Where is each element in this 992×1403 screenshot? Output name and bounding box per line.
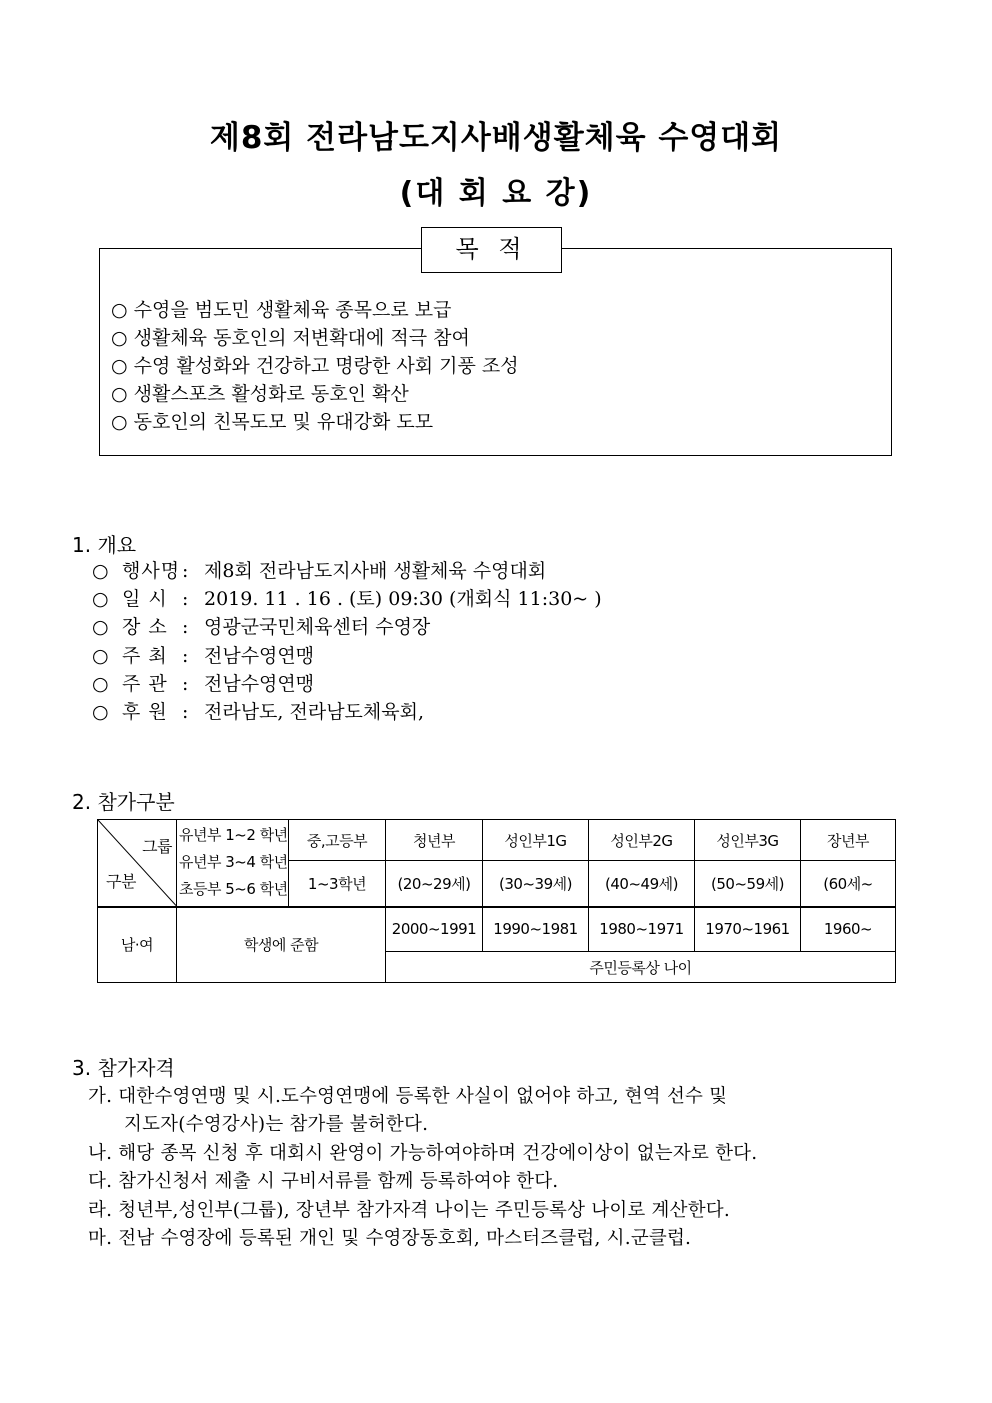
purpose-item: ○ 동호인의 친목도모 및 유대강화 도모	[111, 411, 434, 433]
overview-value: 제8회 전라남도지사배 생활체육 수영대회	[204, 560, 547, 582]
student-rule-cell: 학생에 준함	[177, 907, 386, 983]
overview-label: 후 원	[122, 700, 168, 723]
group-name: 장년부	[801, 820, 896, 861]
bullet-icon: ○	[92, 616, 109, 639]
overview-colon: :	[182, 616, 189, 639]
overview-value: 전남수영연맹	[204, 644, 315, 667]
group-ages: (50~59세)	[695, 861, 801, 907]
page-title: 제8회 전라남도지사배생활체육 수영대회	[209, 120, 783, 156]
grade-line: 초등부 5~6 학년	[179, 880, 288, 899]
grade-cell	[177, 820, 289, 907]
corner-cell	[98, 820, 177, 907]
group-ages: (40~49세)	[589, 861, 695, 907]
group-name: 성인부2G	[589, 820, 695, 861]
purpose-list	[111, 296, 519, 436]
qualification-item: 지도자(수영강사)는 참가를 불허한다.	[124, 1114, 429, 1136]
overview-item	[92, 585, 602, 613]
overview-item	[92, 642, 602, 670]
table-header-row	[98, 820, 896, 861]
gender-cell: 남·여	[98, 907, 177, 983]
purpose-item: ○ 수영 활성화와 건강하고 명랑한 사회 기풍 조성	[111, 355, 519, 377]
bullet-icon: ○	[92, 644, 109, 667]
bullet-icon: ○	[92, 588, 109, 611]
overview-label: 주 관	[122, 672, 168, 695]
participation-heading: 2. 참가구분	[72, 790, 175, 814]
bullet-icon: ○	[92, 560, 109, 582]
group-name: 성인부1G	[483, 820, 589, 861]
purpose-item: ○ 수영을 범도민 생활체육 종목으로 보급	[111, 299, 452, 321]
overview-item	[92, 613, 602, 641]
overview-value: 전라남도, 전라남도체육회,	[204, 700, 425, 723]
birth-years: 1980~1971	[589, 907, 695, 952]
overview-list	[92, 557, 602, 726]
group-ages: (20~29세)	[386, 861, 483, 907]
purpose-item: ○ 생활스포츠 활성화로 동호인 확산	[111, 383, 409, 405]
birth-years: 1970~1961	[695, 907, 801, 952]
qualification-item: 가. 대한수영연맹 및 시.도수영연맹에 등록한 사실이 없어야 하고, 현역 선수 및	[88, 1086, 728, 1107]
overview-label: 행사명	[122, 560, 181, 582]
qualification-heading: 3. 참가자격	[72, 1056, 175, 1080]
age-basis-cell: 주민등록상 나이	[386, 952, 896, 983]
birth-years: 2000~1991	[386, 907, 483, 952]
qualification-list	[88, 1083, 757, 1253]
overview-label: 주 최	[122, 644, 168, 667]
group-name: 청년부	[386, 820, 483, 861]
participation-table	[97, 819, 896, 983]
group-ages: (30~39세)	[483, 861, 589, 907]
overview-item	[92, 698, 602, 726]
purpose-label: 목 적	[421, 227, 562, 273]
group-name: 성인부3G	[695, 820, 801, 861]
bullet-icon: ○	[92, 672, 109, 695]
overview-colon: :	[182, 700, 189, 723]
qualification-item: 라. 청년부,성인부(그룹), 장년부 참가자격 나이는 주민등록상 나이로 계산한다.	[88, 1199, 730, 1221]
group-ages: (60세~	[801, 861, 896, 907]
birth-years: 1960~	[801, 907, 896, 952]
overview-colon: :	[182, 588, 189, 611]
qualification-item: 마. 전남 수영장에 등록된 개인 및 수영장동호회, 마스터즈클럽, 시.군클럽.	[88, 1227, 692, 1249]
middle-high-name: 중,고등부	[289, 820, 386, 861]
overview-label: 일 시	[122, 588, 168, 611]
overview-value: 영광군국민체육센터 수영장	[204, 616, 431, 639]
corner-top-label: 그룹	[142, 837, 172, 856]
overview-label: 장 소	[122, 616, 168, 639]
table-years-row	[98, 907, 896, 952]
overview-heading: 1. 개요	[72, 533, 137, 557]
grade-line: 유년부 3~4 학년	[179, 853, 288, 872]
overview-colon: :	[182, 560, 189, 582]
bullet-icon: ○	[92, 700, 109, 723]
qualification-item: 나. 해당 종목 신청 후 대회시 완영이 가능하여야하며 건강에이상이 없는자로 한다.	[88, 1142, 758, 1164]
purpose-item: ○ 생활체육 동호인의 저변확대에 적극 참여	[111, 327, 470, 349]
overview-colon: :	[182, 644, 189, 667]
middle-high-range: 1~3학년	[289, 861, 386, 907]
birth-years: 1990~1981	[483, 907, 589, 952]
page-subtitle: (대 회 요 강)	[399, 176, 593, 211]
overview-value: 2019. 11 . 16 . (토) 09:30 (개회식 11:30~ )	[204, 588, 602, 611]
overview-item	[92, 670, 602, 698]
qualification-item: 다. 참가신청서 제출 시 구비서류를 함께 등록하여야 한다.	[88, 1171, 559, 1193]
corner-bottom-label: 구분	[106, 871, 136, 891]
overview-value: 전남수영연맹	[204, 672, 315, 695]
overview-item	[92, 557, 602, 585]
grade-line: 유년부 1~2 학년	[179, 826, 288, 845]
overview-colon: :	[182, 672, 189, 695]
diagonal-line	[98, 820, 176, 906]
